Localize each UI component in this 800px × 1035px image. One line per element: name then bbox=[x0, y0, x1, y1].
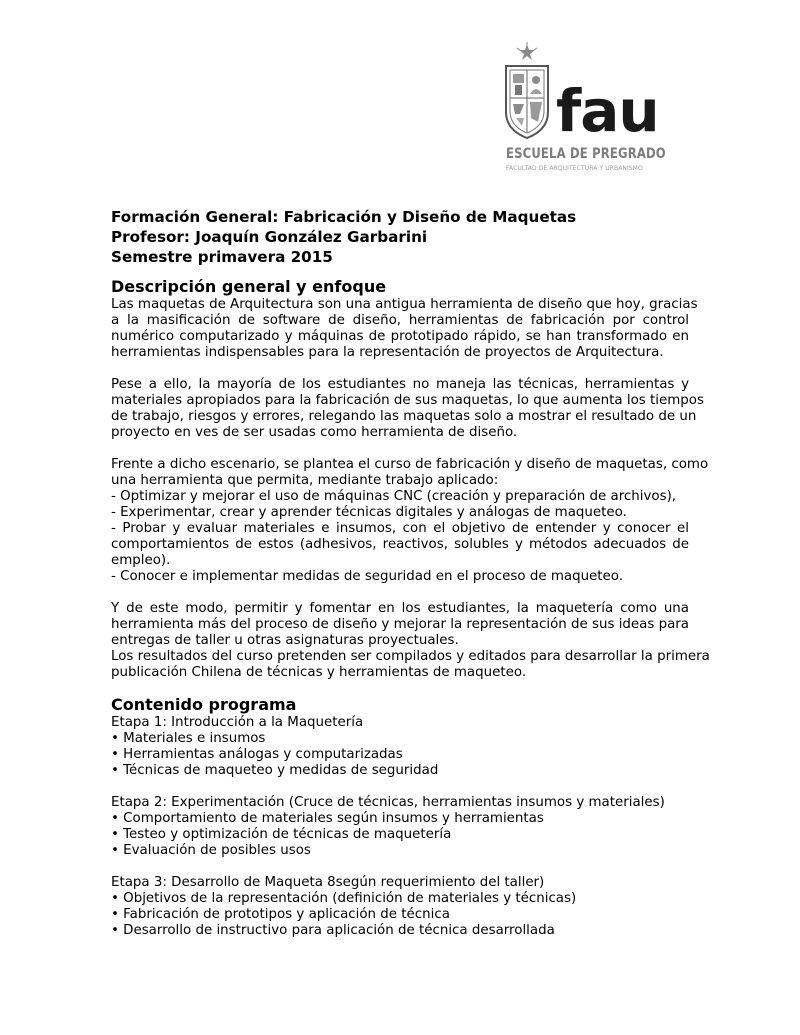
description-paragraph-1 bbox=[111, 297, 698, 361]
list-item: • Desarrollo de instructivo para aplicación de técnica desarrollada bbox=[111, 923, 555, 938]
stage-1 bbox=[111, 715, 689, 779]
text-line: - Conocer e implementar medidas de seguridad en el proceso de maqueteo. bbox=[111, 569, 624, 584]
text-line: una herramienta que permita, mediante trabajo aplicado: bbox=[111, 473, 499, 488]
document-body bbox=[111, 207, 710, 939]
university-crest-icon bbox=[500, 42, 554, 142]
text-line: herramientas indispensables para la representación de proyectos de Arquitectura. bbox=[111, 345, 664, 360]
course-title: Formación General: Fabricación y Diseño de Maquetas bbox=[111, 208, 577, 226]
text-line: comportamientos de estos (adhesivos, reactivos, solubles y métodos adecuados de bbox=[111, 537, 689, 552]
text-line: Frente a dicho escenario, se plantea el curso de fabricación y diseño de maquetas, como bbox=[111, 457, 709, 472]
text-line: proyecto en ves de ser usadas como herramienta de diseño. bbox=[111, 425, 518, 440]
text-line: - Experimentar, crear y aprender técnicas digitales y análogas de maqueteo. bbox=[111, 505, 627, 520]
stage-items bbox=[111, 811, 689, 859]
stage-items bbox=[111, 891, 689, 939]
text-line: Las maquetas de Arquitectura son una antigua herramienta de diseño que hoy, gracias bbox=[111, 297, 698, 312]
stage-2 bbox=[111, 795, 689, 859]
professor-name: Profesor: Joaquín González Garbarini bbox=[111, 228, 428, 246]
text-line: publicación Chilena de técnicas y herramientas de maqueteo. bbox=[111, 665, 527, 680]
school-name: ESCUELA DE PREGRADO bbox=[506, 146, 666, 162]
text-line: materiales apropiados para la fabricación de sus maquetas, lo que aumenta los tiempos bbox=[111, 393, 704, 408]
program-heading: Contenido programa bbox=[111, 695, 297, 714]
list-item: • Objetivos de la representación (definición de materiales y técnicas) bbox=[111, 891, 577, 906]
list-item: • Comportamiento de materiales según insumos y herramientas bbox=[111, 811, 544, 826]
list-item: • Técnicas de maqueteo y medidas de seguridad bbox=[111, 763, 439, 778]
stage-title: Etapa 1: Introducción a la Maquetería bbox=[111, 715, 364, 730]
list-item: • Evaluación de posibles usos bbox=[111, 843, 311, 858]
text-line: empleo). bbox=[111, 553, 171, 568]
text-line: Los resultados del curso pretenden ser compilados y editados para desarrollar la primera bbox=[111, 649, 710, 664]
text-line: numérico computarizado y máquinas de prototipado rápido, se han transformado en bbox=[111, 329, 689, 344]
description-paragraph-4 bbox=[111, 601, 710, 681]
stage-3 bbox=[111, 875, 689, 939]
list-item: • Herramientas análogas y computarizadas bbox=[111, 747, 403, 762]
stage-title: Etapa 3: Desarrollo de Maqueta 8según requerimiento del taller) bbox=[111, 875, 545, 890]
list-item: • Materiales e insumos bbox=[111, 731, 266, 746]
semester: Semestre primavera 2015 bbox=[111, 248, 333, 266]
text-line: - Probar y evaluar materiales e insumos, con el objetivo de entender y conocer el bbox=[111, 521, 689, 536]
fau-logo bbox=[500, 42, 678, 172]
text-line: herramienta más del proceso de diseño y mejorar la representación de sus ideas para bbox=[111, 617, 690, 632]
list-item: • Fabricación de prototipos y aplicación de técnica bbox=[111, 907, 450, 922]
text-line: de trabajo, riesgos y errores, relegando las maquetas solo a mostrar el resultado de un bbox=[111, 409, 697, 424]
description-paragraph-3 bbox=[111, 457, 709, 585]
text-line: Y de este modo, permitir y fomentar en los estudiantes, la maquetería como una bbox=[111, 601, 689, 616]
stage-items bbox=[111, 731, 689, 779]
description-heading: Descripción general y enfoque bbox=[111, 277, 387, 296]
list-item: • Testeo y optimización de técnicas de maquetería bbox=[111, 827, 452, 842]
text-line: entregas de taller u otras asignaturas proyectuales. bbox=[111, 633, 459, 648]
fau-wordmark: fau bbox=[556, 77, 659, 145]
text-line: - Optimizar y mejorar el uso de máquinas CNC (creación y preparación de archivos), bbox=[111, 489, 677, 504]
text-line: Pese a ello, la mayoría de los estudiantes no maneja las técnicas, herramientas y bbox=[111, 377, 689, 392]
description-paragraph-2 bbox=[111, 377, 704, 441]
text-line: a la masificación de software de diseño, herramientas de fabricación por control bbox=[111, 313, 689, 328]
faculty-name: FACULTAD DE ARQUITECTURA Y URBANISMO bbox=[506, 165, 643, 172]
stage-title: Etapa 2: Experimentación (Cruce de técnicas, herramientas insumos y materiales) bbox=[111, 795, 665, 810]
